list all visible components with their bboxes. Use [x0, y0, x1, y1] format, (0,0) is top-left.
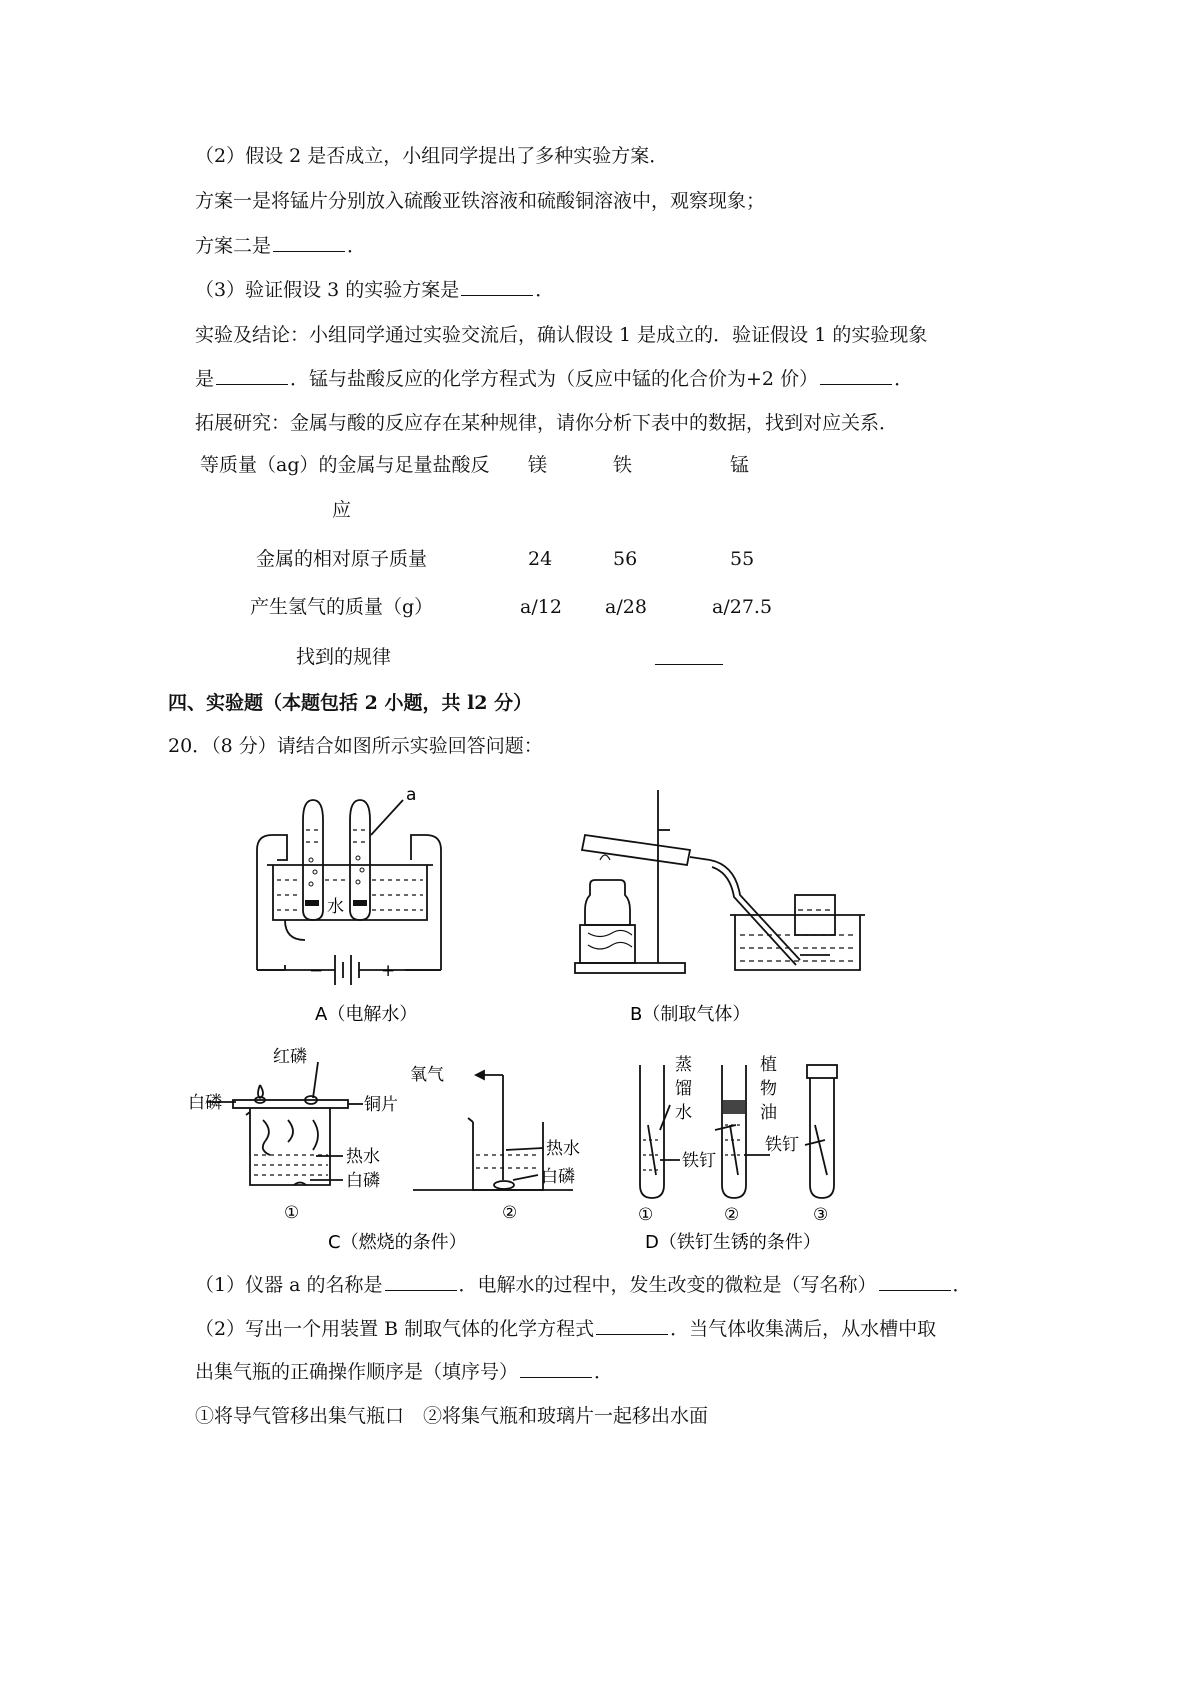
label-nail-2: 铁钉	[765, 1135, 799, 1155]
table-row-rule-label: 找到的规律	[296, 646, 392, 668]
caption-b: B（制取气体）	[630, 1004, 751, 1025]
label-red-phosphorus: 红磷	[273, 1047, 307, 1067]
q20-1-p3: ．	[952, 1274, 972, 1296]
q2-plan2-suffix: ．	[347, 235, 367, 257]
label-distilled-3: 水	[675, 1103, 692, 1123]
table-metal-fe: 铁	[613, 454, 633, 476]
table-cell: a/12	[520, 596, 562, 618]
q20-2-p1: （2）写出一个用装置 B 制取气体的化学方程式	[195, 1318, 595, 1340]
label-water: 水	[327, 897, 344, 917]
conclusion-suffix: ．	[894, 368, 914, 390]
table-cell: a/28	[605, 596, 647, 618]
q2-intro: （2）假设 2 是否成立，小组同学提出了多种实验方案．	[195, 145, 669, 167]
figure-d-rusting	[630, 1050, 865, 1255]
label-hot-water-2: 热水	[546, 1139, 580, 1159]
q2-plan1: 方案一是将锰片分别放入硫酸亚铁溶液和硫酸铜溶液中，观察现象；	[195, 190, 766, 212]
q3-line	[195, 277, 554, 303]
figure-b-gas-prep	[560, 785, 870, 1030]
q20-1-p2: ．电解水的过程中，发生改变的微粒是（写名称）	[458, 1274, 877, 1296]
caption-a: A（电解水）	[315, 1004, 418, 1025]
answer-blank[interactable]	[461, 277, 533, 296]
answer-blank[interactable]	[879, 1272, 951, 1291]
q20-1-p1: （1）仪器 a 的名称是	[195, 1274, 383, 1296]
q2-plan2	[195, 233, 366, 259]
label-distilled-2: 馏	[675, 1079, 692, 1099]
label-plus: +	[381, 961, 396, 981]
conclusion-prefix: 是	[195, 368, 215, 390]
table-metal-mg: 镁	[528, 454, 548, 476]
q20-2-line2	[195, 1359, 613, 1385]
answer-blank[interactable]	[820, 366, 892, 385]
table-cell: 55	[730, 548, 755, 570]
figure-a-electrolysis	[245, 780, 455, 1030]
q2-plan2-prefix: 方案二是	[195, 235, 272, 257]
label-white-phosphorus-3: 白磷	[541, 1167, 575, 1187]
table-row-h2-label: 产生氢气的质量（g）	[250, 596, 434, 618]
conclusion-line1: 实验及结论：小组同学通过实验交流后，确认假设 1 是成立的．验证假设 1 的实验现象	[195, 324, 928, 346]
label-d-1: ①	[638, 1205, 654, 1225]
label-oxygen: 氧气	[410, 1065, 444, 1085]
conclusion-mid: ．锰与盐酸反应的化学方程式为（反应中锰的化合价为+2 价）	[290, 368, 819, 390]
table-header-label-cont: 应	[332, 499, 352, 521]
caption-c: C（燃烧的条件）	[328, 1232, 467, 1253]
table-cell: 24	[528, 548, 553, 570]
table-header-label: 等质量（ag）的金属与足量盐酸反	[200, 454, 490, 476]
label-c-1: ①	[284, 1203, 300, 1223]
label-nail-1: 铁钉	[682, 1151, 716, 1171]
q3-prefix: （3）验证假设 3 的实验方案是	[195, 279, 460, 301]
q20-2-line2-suffix: ．	[594, 1361, 614, 1383]
q20-heading: 20．（8 分）请结合如图所示实验回答问题：	[168, 735, 543, 757]
answer-blank[interactable]	[216, 366, 288, 385]
extension-text: 拓展研究：金属与酸的反应存在某种规律，请你分析下表中的数据，找到对应关系．	[195, 412, 899, 434]
answer-blank[interactable]	[520, 1359, 592, 1378]
conclusion-line2	[195, 366, 913, 392]
label-minus: −	[309, 961, 324, 981]
label-oil-2: 物	[760, 1079, 777, 1099]
label-white-phosphorus: 白磷	[188, 1093, 222, 1113]
q3-suffix: ．	[535, 279, 555, 301]
figure-c-combustion	[188, 1040, 580, 1255]
label-hot-water: 热水	[346, 1147, 380, 1167]
label-c-2: ②	[502, 1203, 518, 1223]
label-d-2: ②	[724, 1205, 740, 1225]
label-copper: 铜片	[364, 1095, 398, 1115]
q20-2-line1	[195, 1316, 936, 1342]
q20-2-line2-prefix: 出集气瓶的正确操作顺序是（填序号）	[195, 1361, 519, 1383]
q20-1	[195, 1272, 972, 1298]
label-distilled-1: 蒸	[675, 1055, 692, 1075]
label-oil-1: 植	[760, 1055, 777, 1075]
caption-d: D（铁钉生锈的条件）	[645, 1232, 821, 1253]
table-cell: 56	[613, 548, 638, 570]
label-a: a	[406, 785, 417, 805]
label-oil-3: 油	[760, 1103, 777, 1123]
table-cell: a/27.5	[712, 596, 773, 618]
answer-blank[interactable]	[596, 1316, 668, 1335]
options-line: ①将导气管移出集气瓶口 ②将集气瓶和玻璃片一起移出水面	[195, 1405, 709, 1427]
section-heading: 四、实验题（本题包括 2 小题，共 l2 分）	[168, 692, 533, 714]
table-row-mass-label: 金属的相对原子质量	[256, 548, 428, 570]
table-metal-mn: 锰	[730, 454, 750, 476]
answer-blank[interactable]	[655, 646, 723, 665]
q20-2-p2: ．当气体收集满后，从水槽中取	[670, 1318, 937, 1340]
answer-blank[interactable]	[273, 233, 345, 252]
answer-blank[interactable]	[385, 1272, 457, 1291]
label-d-3: ③	[813, 1205, 829, 1225]
label-white-phosphorus-2: 白磷	[346, 1171, 380, 1191]
